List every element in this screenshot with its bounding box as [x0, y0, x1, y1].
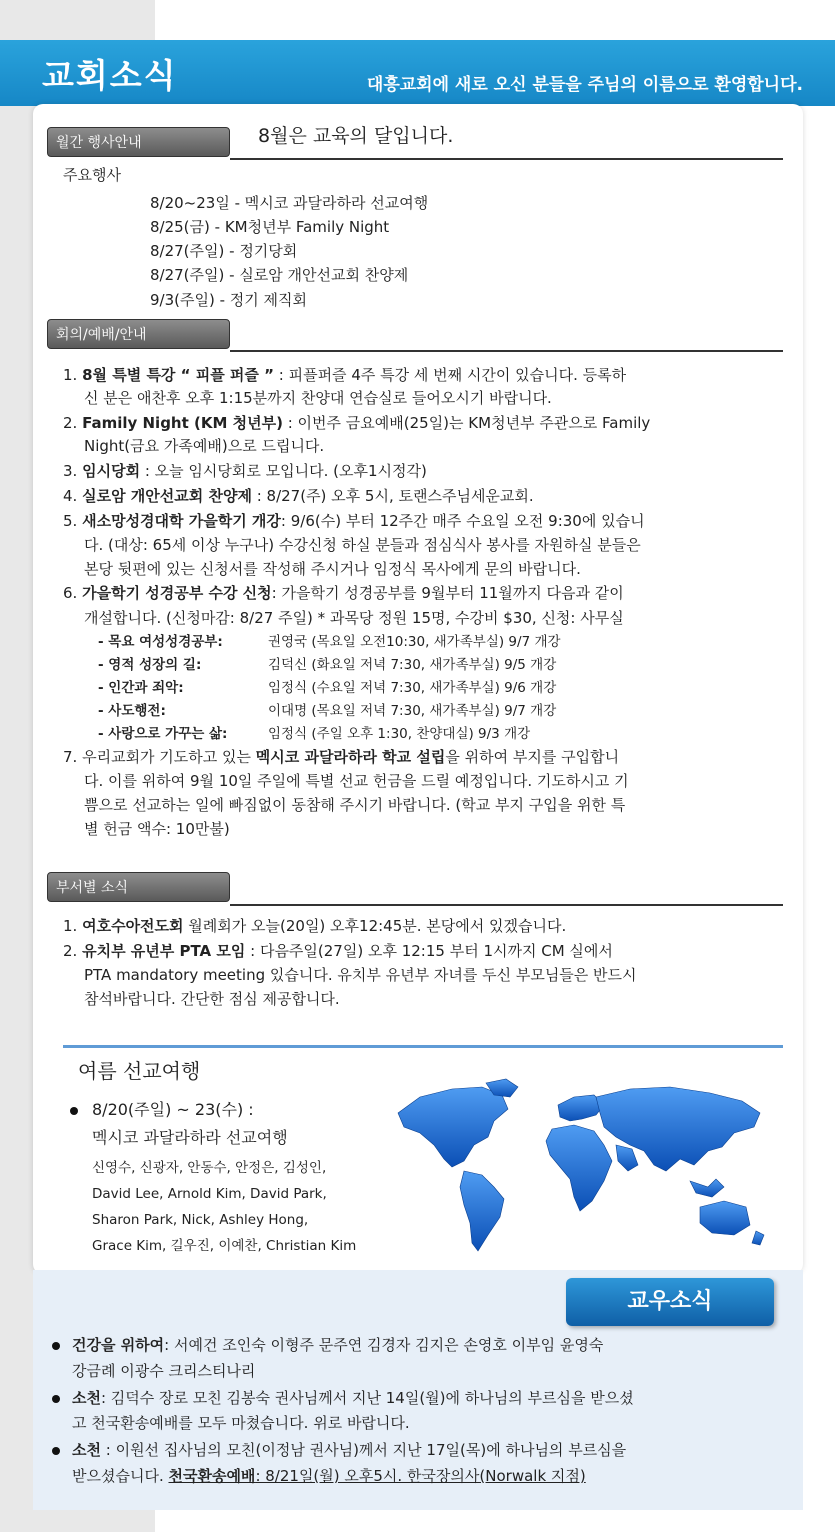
dept-item-1: 1. 여호수아전도회 월례회가 오늘(20일) 오후12:45분. 본당에서 있겠습니다. [63, 917, 567, 935]
dept-item-2: 2. 유치부 유년부 PTA 모임 : 다음주일(27일) 오후 12:15 부터 1시까지 CM 실에서 [63, 942, 613, 960]
notice-item-7: 7. 우리교회가 기도하고 있는 멕시코 과달라하라 학교 설립을 위하여 부지를 구입합니 [63, 748, 620, 766]
course-item: - 인간과 죄악: [98, 680, 184, 696]
events-title: 주요행사 [63, 166, 121, 184]
monthly-label: 월간 행사안내 [47, 127, 230, 157]
top-strip [155, 0, 835, 40]
bullet-icon [70, 1107, 78, 1115]
course-detail: 임정식 (주일 오후 1:30, 찬양대실) 9/3 개강 [268, 726, 531, 742]
mission-date: 8/20(주일) ~ 23(수) : [92, 1100, 254, 1119]
notice-item-1: 1. 8월 특별 특강 “ 피플 퍼즐 ” : 피플퍼즐 4주 특강 세 번째 시간이 있습니다. 등록하 [63, 366, 627, 384]
course-item: - 영적 성장의 길: [98, 657, 202, 673]
notice-item-5-cont: 본당 뒷편에 있는 신청서를 작성해 주시거나 임정식 목사에게 문의 바랍니다. [84, 560, 581, 578]
course-item: - 사랑으로 가꾸는 삶: [98, 726, 228, 742]
notice-item-7-cont: 쁨으로 선교하는 일에 빠짐없이 동참해 주시기 바랍니다. (학교 부지 구입을 위한 특 [84, 796, 626, 814]
dept-label: 부서별 소식 [47, 872, 230, 902]
notice-item-6-cont: 개설합니다. (신청마감: 8/27 주일) * 과목당 정원 15명, 수강비 $30, 신청: 사무실 [84, 609, 624, 627]
event-item: 9/3(주일) - 정기 제직회 [150, 291, 307, 309]
course-detail: 권영국 (목요일 오전10:30, 새가족부실) 9/7 개강 [268, 634, 561, 650]
divider [230, 904, 783, 906]
members-news-item-1-cont: 강금례 이광수 크리스티나리 [72, 1362, 256, 1380]
notice-item-6: 6. 가을학기 성경공부 수강 신청: 가을학기 성경공부를 9월부터 11월까지 다음과 같이 [63, 584, 624, 602]
mission-member-line: David Lee, Arnold Kim, David Park, [92, 1186, 327, 1202]
members-news-item-2-cont: 고 천국환송예배를 모두 마쳤습니다. 위로 바랍니다. [72, 1414, 410, 1432]
members-news-label: 교우소식 [566, 1278, 774, 1326]
event-item: 8/25(금) - KM청년부 Family Night [150, 218, 390, 236]
notice-item-1-cont: 신 분은 애찬후 오후 1:15분까지 찬양대 연습실로 들어오시기 바랍니다. [84, 389, 552, 407]
dept-item-2-cont: 참석바랍니다. 간단한 점심 제공합니다. [84, 990, 340, 1008]
meetings-label: 회의/예배/안내 [47, 319, 230, 349]
divider [230, 350, 783, 352]
monthly-theme: 8월은 교육의 달입니다. [258, 125, 454, 147]
notice-item-7-cont: 별 헌금 액수: 10만불) [84, 820, 230, 838]
dept-item-2-cont: PTA mandatory meeting 있습니다. 유치부 유년부 자녀를 두신 부모님들은 반드시 [84, 966, 637, 984]
header-banner [0, 40, 835, 106]
bullet-icon [52, 1447, 60, 1455]
page-title: 교회소식 [42, 56, 178, 95]
members-news-item-3-cont: 받으셨습니다. 천국환송예배: 8/21일(월) 오후5시. 한국장의사(Norwalk 지점) [72, 1467, 586, 1485]
notice-item-2: 2. Family Night (KM 청년부) : 이번주 금요예배(25일)는 KM청년부 주관으로 Family [63, 414, 651, 432]
welcome-message: 대흥교회에 새로 오신 분들을 주님의 이름으로 환영합니다. [366, 75, 803, 95]
event-item: 8/20~23일 - 멕시코 과달라하라 선교여행 [150, 194, 429, 212]
bullet-icon [52, 1395, 60, 1403]
notice-item-2-cont: Night(금요 가족예배)으로 드립니다. [84, 437, 325, 455]
notice-item-5-cont: 다. (대상: 65세 이상 누구나) 수강신청 하실 분들과 점심식사 봉사를 자원하실 분들은 [84, 536, 641, 554]
course-item: - 사도행전: [98, 703, 166, 719]
members-news-item-1: 건강을 위하여: 서예건 조인숙 이형주 문주연 김경자 김지은 손영호 이부임 윤영숙 [72, 1336, 604, 1354]
mission-member-line: Grace Kim, 길우진, 이예찬, Christian Kim [92, 1238, 357, 1254]
course-item: - 목요 여성성경공부: [98, 634, 223, 650]
notice-item-4: 4. 실로암 개안선교회 찬양제 : 8/27(주) 오후 5시, 토랜스주님세운교회. [63, 487, 534, 505]
mission-member-line: 신영수, 신광자, 안동수, 안정은, 김성인, [92, 1160, 327, 1176]
members-news-item-3: 소천 : 이원선 집사님의 모친(이정남 권사님)께서 지난 17일(목)에 하나님의 부르심을 [72, 1441, 627, 1459]
course-detail: 임정식 (수요일 저녁 7:30, 새가족부실) 9/6 개강 [268, 680, 557, 696]
course-detail: 이대명 (목요일 저녁 7:30, 새가족부실) 9/7 개강 [268, 703, 557, 719]
members-news-item-2: 소천: 김덕수 장로 모친 김봉숙 권사님께서 지난 14일(월)에 하나님의 부르심을 받으셨 [72, 1389, 634, 1407]
bullet-icon [52, 1342, 60, 1350]
notice-item-5: 5. 새소망성경대학 가을학기 개강: 9/6(수) 부터 12주간 매주 수요일 오전 9:30에 있습니 [63, 512, 645, 530]
divider [230, 158, 783, 160]
mission-place: 멕시코 과달라하라 선교여행 [92, 1128, 288, 1147]
notice-item-3: 3. 임시당회 : 오늘 임시당회로 모입니다. (오후1시정각) [63, 462, 427, 480]
mission-member-line: Sharon Park, Nick, Ashley Hong, [92, 1212, 309, 1228]
mission-divider [63, 1045, 783, 1048]
notice-item-7-cont: 다. 이를 위하여 9월 10일 주일에 특별 선교 헌금을 드릴 예정입니다. 기도하시고 기 [84, 772, 629, 790]
world-map-icon [390, 1075, 780, 1265]
event-item: 8/27(주일) - 정기당회 [150, 242, 298, 260]
event-item: 8/27(주일) - 실로암 개안선교회 찬양제 [150, 266, 409, 284]
mission-title: 여름 선교여행 [78, 1059, 201, 1083]
course-detail: 김덕신 (화요일 저녁 7:30, 새가족부실) 9/5 개강 [268, 657, 557, 673]
